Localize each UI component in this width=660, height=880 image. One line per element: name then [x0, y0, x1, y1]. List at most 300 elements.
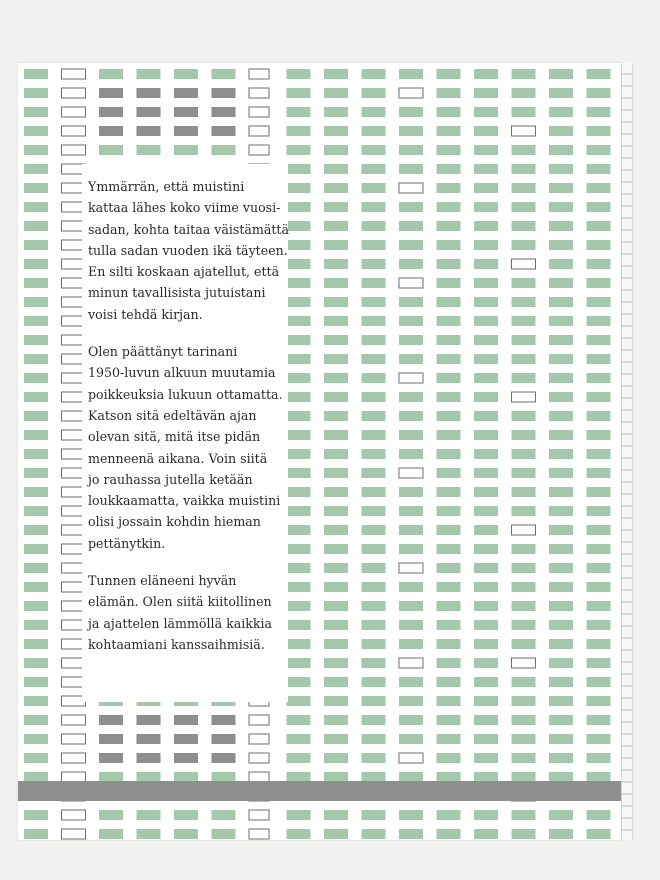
green-tile: [587, 639, 611, 649]
green-tile: [512, 563, 536, 573]
green-tile: [437, 734, 461, 744]
green-tile: [24, 373, 48, 383]
green-tile: [362, 354, 386, 364]
green-tile: [474, 506, 498, 516]
green-tile: [437, 278, 461, 288]
green-tile: [287, 297, 311, 307]
green-tile: [287, 202, 311, 212]
green-tile: [287, 696, 311, 706]
green-tile: [474, 753, 498, 763]
green-tile: [512, 487, 536, 497]
gray-tile: [174, 715, 198, 725]
green-tile: [362, 430, 386, 440]
green-tile: [587, 164, 611, 174]
green-tile: [587, 183, 611, 193]
green-tile: [99, 810, 123, 820]
outline-tile: [62, 753, 86, 763]
green-tile: [24, 772, 48, 782]
outline-tile: [399, 658, 423, 668]
outline-tile: [249, 69, 269, 79]
gray-tile: [99, 107, 123, 117]
green-tile: [24, 715, 48, 725]
green-tile: [437, 620, 461, 630]
green-tile: [549, 658, 573, 668]
green-tile: [287, 601, 311, 611]
blurb-paragraph-2: [88, 341, 282, 554]
green-tile: [587, 202, 611, 212]
outline-tile: [399, 373, 423, 383]
green-tile: [399, 810, 423, 820]
green-tile: [24, 297, 48, 307]
green-tile: [587, 316, 611, 326]
green-tile: [512, 221, 536, 231]
green-tile: [549, 449, 573, 459]
green-tile: [174, 69, 198, 79]
green-tile: [399, 734, 423, 744]
green-tile: [474, 411, 498, 421]
green-tile: [362, 487, 386, 497]
green-tile: [474, 734, 498, 744]
green-tile: [324, 772, 348, 782]
green-tile: [212, 810, 236, 820]
green-tile: [437, 335, 461, 345]
green-tile: [287, 354, 311, 364]
green-tile: [24, 202, 48, 212]
green-tile: [474, 392, 498, 402]
green-tile: [399, 829, 423, 839]
green-tile: [324, 658, 348, 668]
green-tile: [437, 753, 461, 763]
green-tile: [549, 335, 573, 345]
green-tile: [324, 677, 348, 687]
green-tile: [287, 525, 311, 535]
green-tile: [212, 829, 236, 839]
green-tile: [512, 335, 536, 345]
green-tile: [24, 69, 48, 79]
green-tile: [399, 202, 423, 212]
gray-tile: [212, 715, 236, 725]
green-tile: [24, 411, 48, 421]
green-tile: [437, 202, 461, 212]
outline-tile: [399, 88, 423, 98]
green-tile: [362, 259, 386, 269]
green-tile: [174, 810, 198, 820]
outline-tile: [62, 734, 86, 744]
green-tile: [437, 392, 461, 402]
green-tile: [587, 810, 611, 820]
green-tile: [362, 392, 386, 402]
outline-tile: [249, 753, 269, 763]
green-tile: [24, 544, 48, 554]
green-tile: [587, 715, 611, 725]
green-tile: [24, 601, 48, 611]
blurb-line: poikkeuksia lukuun ottamatta.: [88, 386, 283, 402]
green-tile: [549, 810, 573, 820]
green-tile: [437, 354, 461, 364]
green-tile: [474, 449, 498, 459]
blurb-line: olevan sitä, mitä itse pidän: [88, 429, 261, 445]
green-tile: [399, 696, 423, 706]
green-tile: [437, 772, 461, 782]
green-tile: [324, 107, 348, 117]
green-tile: [512, 88, 536, 98]
green-tile: [437, 677, 461, 687]
green-tile: [24, 506, 48, 516]
green-tile: [512, 601, 536, 611]
outline-tile: [249, 126, 269, 136]
green-tile: [512, 506, 536, 516]
green-tile: [474, 829, 498, 839]
green-tile: [512, 278, 536, 288]
green-tile: [362, 582, 386, 592]
outline-tile: [62, 145, 86, 155]
green-tile: [362, 240, 386, 250]
green-tile: [24, 392, 48, 402]
green-tile: [362, 145, 386, 155]
green-tile: [287, 392, 311, 402]
green-tile: [324, 601, 348, 611]
green-tile: [587, 582, 611, 592]
green-tile: [474, 202, 498, 212]
green-tile: [549, 183, 573, 193]
green-tile: [212, 69, 236, 79]
green-tile: [474, 278, 498, 288]
green-tile: [549, 145, 573, 155]
green-tile: [287, 715, 311, 725]
blurb-line: Tunnen eläneeni hyvän: [88, 573, 237, 589]
green-tile: [24, 525, 48, 535]
green-tile: [512, 772, 536, 782]
blurb-line: elämän. Olen siitä kiitollinen: [88, 594, 272, 610]
green-tile: [474, 677, 498, 687]
green-tile: [399, 639, 423, 649]
green-tile: [474, 430, 498, 440]
outline-tile: [62, 772, 86, 782]
green-tile: [287, 278, 311, 288]
outline-tile: [399, 278, 423, 288]
green-tile: [324, 126, 348, 136]
green-tile: [587, 69, 611, 79]
green-tile: [24, 126, 48, 136]
green-tile: [324, 297, 348, 307]
outline-tile: [399, 753, 423, 763]
green-tile: [587, 259, 611, 269]
green-tile: [549, 525, 573, 535]
gray-tile: [174, 734, 198, 744]
green-tile: [287, 658, 311, 668]
green-tile: [287, 88, 311, 98]
green-tile: [549, 202, 573, 212]
green-tile: [287, 810, 311, 820]
green-tile: [287, 677, 311, 687]
blurb-line: Olen päättänyt tarinani: [88, 344, 238, 360]
green-tile: [362, 373, 386, 383]
green-tile: [512, 107, 536, 117]
green-tile: [549, 753, 573, 763]
outline-tile: [62, 69, 86, 79]
green-tile: [324, 411, 348, 421]
green-tile: [587, 392, 611, 402]
green-tile: [324, 373, 348, 383]
green-tile: [362, 69, 386, 79]
green-tile: [437, 183, 461, 193]
green-tile: [437, 525, 461, 535]
green-tile: [324, 164, 348, 174]
green-tile: [287, 753, 311, 763]
outline-tile: [62, 810, 86, 820]
green-tile: [399, 69, 423, 79]
green-tile: [549, 297, 573, 307]
green-tile: [24, 107, 48, 117]
gray-tile: [137, 107, 161, 117]
outline-tile: [62, 107, 86, 117]
green-tile: [137, 145, 161, 155]
gray-tile: [99, 753, 123, 763]
gray-tile: [99, 734, 123, 744]
green-tile: [474, 297, 498, 307]
green-tile: [587, 525, 611, 535]
green-tile: [362, 544, 386, 554]
blurb-line: Katson sitä edeltävän ajan: [88, 407, 257, 423]
green-tile: [24, 810, 48, 820]
green-tile: [24, 240, 48, 250]
gray-tile: [137, 88, 161, 98]
green-tile: [512, 449, 536, 459]
green-tile: [474, 373, 498, 383]
green-tile: [324, 639, 348, 649]
blurb-line: kattaa lähes koko viime vuosi-: [88, 200, 281, 216]
outline-tile: [512, 525, 536, 535]
green-tile: [512, 164, 536, 174]
green-tile: [512, 810, 536, 820]
green-tile: [474, 772, 498, 782]
green-tile: [549, 316, 573, 326]
green-tile: [437, 240, 461, 250]
green-tile: [474, 525, 498, 535]
green-tile: [399, 164, 423, 174]
green-tile: [287, 639, 311, 649]
green-tile: [549, 544, 573, 554]
green-tile: [362, 88, 386, 98]
green-tile: [474, 221, 498, 231]
green-tile: [474, 715, 498, 725]
green-tile: [24, 183, 48, 193]
green-tile: [399, 354, 423, 364]
green-tile: [324, 259, 348, 269]
green-tile: [549, 677, 573, 687]
green-tile: [474, 658, 498, 668]
green-tile: [587, 563, 611, 573]
green-tile: [287, 506, 311, 516]
green-tile: [287, 620, 311, 630]
outline-tile: [62, 829, 86, 839]
green-tile: [287, 126, 311, 136]
green-tile: [549, 107, 573, 117]
green-tile: [324, 335, 348, 345]
green-tile: [399, 335, 423, 345]
green-tile: [287, 145, 311, 155]
green-tile: [99, 145, 123, 155]
green-tile: [362, 696, 386, 706]
green-tile: [174, 145, 198, 155]
outline-tile: [249, 810, 269, 820]
green-tile: [99, 829, 123, 839]
gray-tile: [212, 734, 236, 744]
green-tile: [474, 544, 498, 554]
outline-tile: [249, 829, 269, 839]
gray-tile: [174, 753, 198, 763]
green-tile: [362, 639, 386, 649]
outline-tile: [512, 658, 536, 668]
green-tile: [512, 69, 536, 79]
green-tile: [24, 696, 48, 706]
green-tile: [512, 715, 536, 725]
blurb-line: Ymmärrän, että muistini: [88, 179, 245, 194]
green-tile: [587, 145, 611, 155]
green-tile: [287, 221, 311, 231]
green-tile: [324, 563, 348, 573]
green-tile: [324, 487, 348, 497]
gray-tile: [99, 126, 123, 136]
green-tile: [437, 88, 461, 98]
blurb-line: sadan, kohta taitaa väistämättä: [88, 221, 289, 237]
green-tile: [474, 126, 498, 136]
green-tile: [437, 297, 461, 307]
green-tile: [287, 335, 311, 345]
green-tile: [512, 145, 536, 155]
green-tile: [474, 88, 498, 98]
green-tile: [362, 107, 386, 117]
green-tile: [324, 810, 348, 820]
green-tile: [362, 183, 386, 193]
outline-tile: [512, 126, 536, 136]
green-tile: [437, 715, 461, 725]
blurb-line: olisi jossain kohdin hieman: [88, 514, 261, 530]
green-tile: [324, 88, 348, 98]
green-tile: [24, 335, 48, 345]
green-tile: [174, 772, 198, 782]
green-tile: [287, 563, 311, 573]
green-tile: [362, 715, 386, 725]
blurb-line: kohtaamiani kanssaihmisiä.: [88, 636, 265, 652]
blurb-line: En silti koskaan ajatellut, että: [88, 264, 280, 280]
green-tile: [362, 753, 386, 763]
green-tile: [437, 601, 461, 611]
green-tile: [24, 164, 48, 174]
green-tile: [399, 601, 423, 611]
green-tile: [324, 544, 348, 554]
outline-tile: [399, 183, 423, 193]
green-tile: [587, 221, 611, 231]
gray-tile: [137, 126, 161, 136]
green-tile: [587, 449, 611, 459]
green-tile: [549, 126, 573, 136]
green-tile: [512, 468, 536, 478]
green-tile: [437, 563, 461, 573]
outline-tile: [249, 107, 269, 117]
gray-tile: [137, 734, 161, 744]
green-tile: [362, 449, 386, 459]
green-tile: [512, 639, 536, 649]
green-tile: [587, 658, 611, 668]
green-tile: [474, 164, 498, 174]
green-tile: [287, 316, 311, 326]
gray-tile: [212, 107, 236, 117]
green-tile: [287, 107, 311, 117]
green-tile: [362, 810, 386, 820]
green-tile: [512, 297, 536, 307]
green-tile: [437, 544, 461, 554]
green-tile: [362, 468, 386, 478]
green-tile: [324, 696, 348, 706]
green-tile: [474, 107, 498, 117]
green-tile: [474, 183, 498, 193]
green-tile: [549, 696, 573, 706]
outline-tile: [249, 734, 269, 744]
green-tile: [399, 772, 423, 782]
green-tile: [549, 430, 573, 440]
green-tile: [324, 525, 348, 535]
green-tile: [587, 126, 611, 136]
green-tile: [399, 544, 423, 554]
green-tile: [512, 620, 536, 630]
green-tile: [137, 69, 161, 79]
gray-tile: [212, 753, 236, 763]
green-tile: [362, 316, 386, 326]
green-tile: [587, 506, 611, 516]
green-tile: [24, 563, 48, 573]
green-tile: [587, 734, 611, 744]
green-tile: [587, 297, 611, 307]
gray-tile: [137, 753, 161, 763]
green-tile: [324, 221, 348, 231]
green-tile: [549, 354, 573, 364]
green-tile: [287, 449, 311, 459]
green-tile: [512, 316, 536, 326]
green-tile: [287, 468, 311, 478]
blurb-line: tulla sadan vuoden ikä täyteen.: [88, 242, 288, 258]
green-tile: [587, 677, 611, 687]
blurb-paragraph-1: [88, 176, 289, 325]
green-tile: [549, 373, 573, 383]
green-tile: [549, 601, 573, 611]
green-tile: [287, 164, 311, 174]
green-tile: [399, 506, 423, 516]
green-tile: [24, 829, 48, 839]
green-tile: [399, 525, 423, 535]
green-tile: [437, 449, 461, 459]
green-tile: [287, 734, 311, 744]
green-tile: [474, 335, 498, 345]
green-tile: [587, 430, 611, 440]
green-tile: [474, 487, 498, 497]
green-tile: [512, 354, 536, 364]
green-tile: [362, 278, 386, 288]
green-tile: [287, 430, 311, 440]
green-tile: [399, 620, 423, 630]
green-tile: [512, 240, 536, 250]
green-tile: [362, 506, 386, 516]
green-tile: [549, 468, 573, 478]
green-tile: [399, 240, 423, 250]
green-tile: [549, 639, 573, 649]
green-tile: [549, 563, 573, 573]
green-tile: [399, 259, 423, 269]
green-tile: [362, 335, 386, 345]
green-tile: [24, 620, 48, 630]
green-tile: [437, 373, 461, 383]
green-tile: [324, 202, 348, 212]
